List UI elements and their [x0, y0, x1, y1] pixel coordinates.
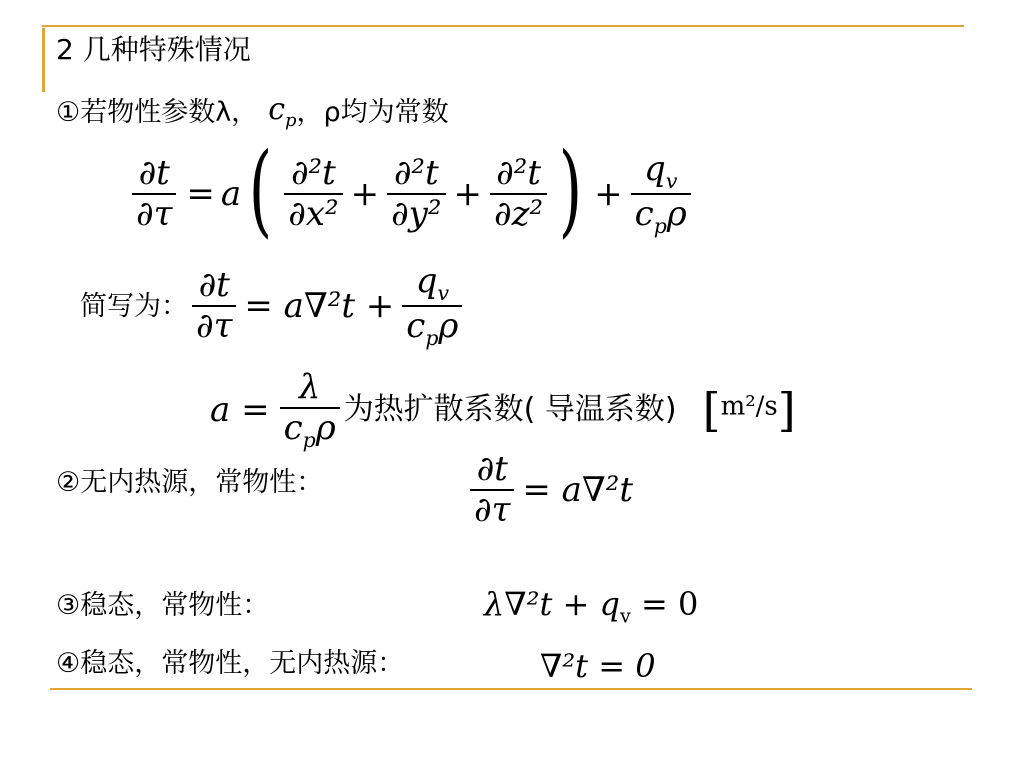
diffusivity-text: 为热扩散系数( 导温系数) [343, 392, 677, 428]
eq1-term-y: $\frac{\text{∂²t}}{\text{∂y²}}$ [387, 154, 445, 234]
item4-formula: ∇²t = 0 [540, 647, 656, 685]
unit: [m²/s] [702, 383, 796, 438]
short-form [80, 262, 466, 351]
diffusivity-definition: a = $\frac{\lambda}{c_p\rho}$ 为热扩散系数( 导温系数) [m²/s] [210, 367, 796, 452]
item2-label: ②无内热源，常物性： [56, 467, 324, 498]
left-accent-bar [42, 28, 45, 92]
item1-prefix: ①若物性参数λ， [56, 97, 259, 128]
slide-title: 2 几种特殊情况 [56, 33, 251, 66]
item4-label: ④稳态，常物性，无内热源： [56, 648, 405, 679]
eq1-term-x: $\frac{\text{∂²t}}{\text{∂x²}}$ [284, 154, 342, 234]
top-rule [42, 25, 964, 27]
item1-text [56, 92, 449, 131]
eq1-lhs-fraction: $\frac{\partial t}{\partial\tau}$ [132, 154, 176, 234]
item3-formula: $\lambda\nabla^2t + q_v = 0$ [484, 585, 699, 628]
item3-label: ③稳态，常物性： [56, 590, 270, 621]
short-label: 简写为： [80, 290, 188, 322]
item1-suffix: ，ρ均为常数 [296, 97, 449, 128]
item1-cp: $c_p$ [268, 92, 297, 131]
short-formula: $\frac{\partial t}{\partial\tau}$ = a∇²t + $\frac{q_v}{c_p\rho}$ [188, 262, 466, 351]
heat-equation: $\frac{\partial t}{\partial\tau}$ = a ( $\frac{\text{∂²t}}{\text{∂x²}}$ + $\frac{\text{∂²t}}{\text{∂y²}}$ + $\frac{\text{∂²t}}{\text{∂z²}}$ ) + $\frac{q_v}{c_p\rho}$ [128, 148, 695, 240]
eq1-term-z: $\frac{\text{∂²t}}{\text{∂z²}}$ [490, 154, 547, 234]
eq1-source-fraction: $\frac{q_v}{c_p\rho}$ [631, 150, 691, 239]
item2-formula: $\frac{\partial t}{\partial\tau}$ = a∇²t [466, 450, 633, 530]
bottom-rule [50, 688, 972, 690]
